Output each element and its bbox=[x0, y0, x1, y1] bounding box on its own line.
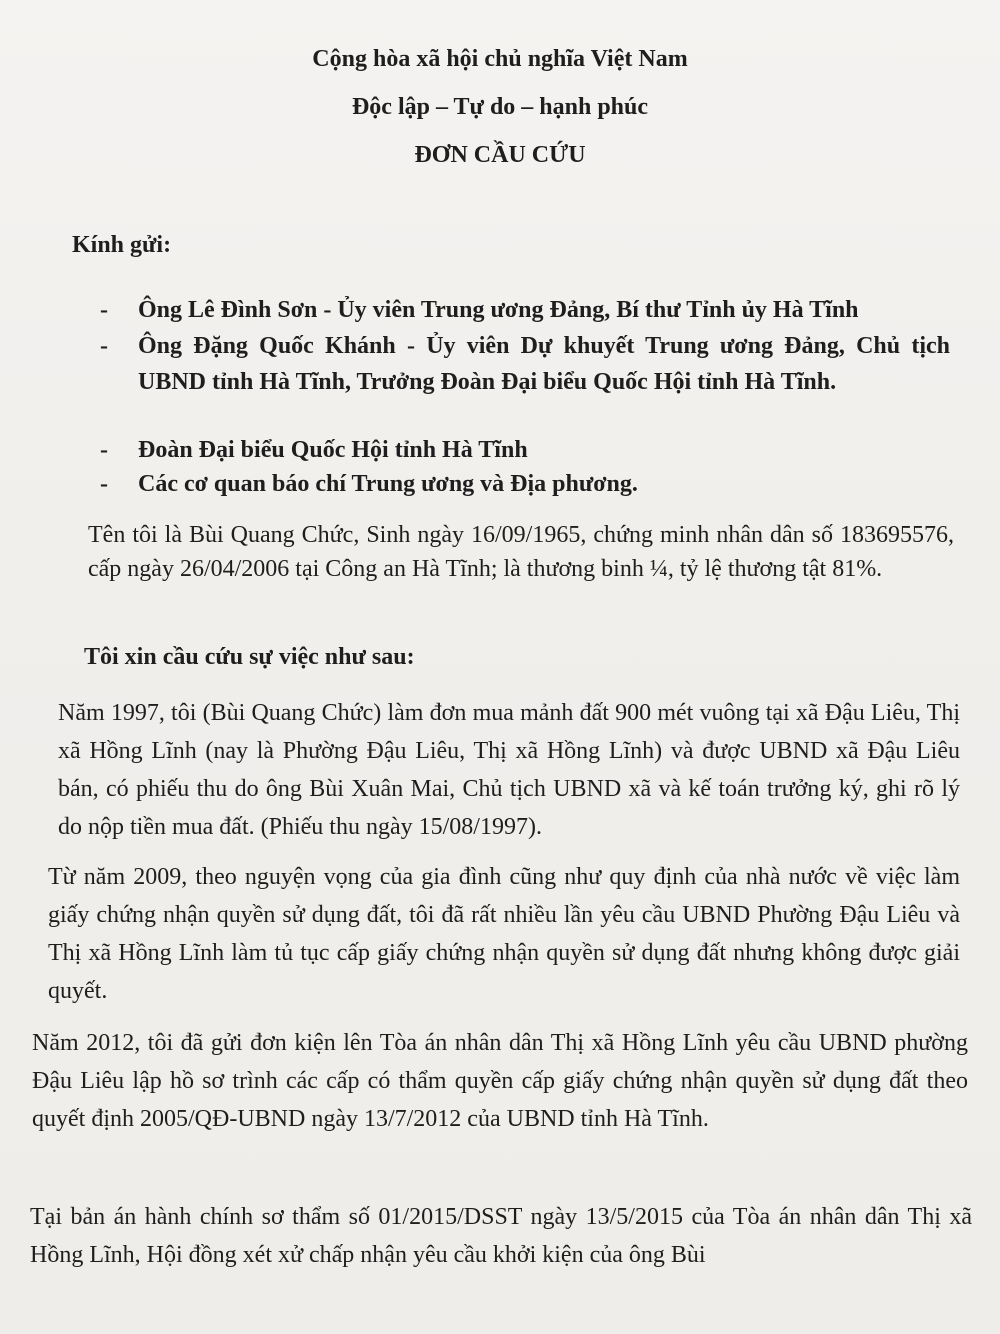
recipient-text: Các cơ quan báo chí Trung ương và Địa phương. bbox=[138, 471, 638, 497]
list-dash: - bbox=[100, 333, 108, 359]
national-title: Cộng hòa xã hội chủ nghĩa Việt Nam bbox=[312, 46, 688, 72]
list-dash: - bbox=[100, 297, 108, 323]
list-dash: - bbox=[100, 437, 108, 463]
document-title: ĐƠN CẦU CỨU bbox=[414, 142, 586, 168]
intro-paragraph: Tên tôi là Bùi Quang Chức, Sinh ngày 16/09/1965, chứng minh nhân dân số 183695576, cấp ngày 26/04/2006 tại Công an Hà Tĩnh; là thương binh ¼, tỷ lệ thương tật 81%. bbox=[88, 522, 954, 582]
recipient-item bbox=[100, 328, 950, 400]
body-paragraph: Tại bản án hành chính sơ thẩm số 01/2015/DSST ngày 13/5/2015 của Tòa án nhân dân Thị xã Hồng Lĩnh, Hội đồng xét xử chấp nhận yêu cầu khởi kiện của ông Bùi bbox=[30, 1204, 972, 1268]
recipient-text: Ông Đặng Quốc Khánh - Ủy viên Dự khuyết Trung ương Đảng, Chủ tịch UBND tỉnh Hà Tĩnh, Trưởng Đoàn Đại biểu Quốc Hội tỉnh Hà Tĩnh. bbox=[138, 333, 950, 395]
body-paragraph: Năm 1997, tôi (Bùi Quang Chức) làm đơn mua mảnh đất 900 mét vuông tại xã Đậu Liêu, Thị xã Hồng Lĩnh (nay là Phường Đậu Liêu, Thị xã Hồng Lĩnh) và được UBND xã Đậu Liêu bán, có phiếu thu do ông Bùi Xuân Mai, Chủ tịch UBND xã và kế toán trưởng ký, ghi rõ lý do nộp tiền mua đất. (Phiếu thu ngày 15/08/1997). bbox=[58, 700, 960, 840]
recipient-item bbox=[100, 432, 950, 468]
national-motto: Độc lập – Tự do – hạnh phúc bbox=[351, 94, 649, 120]
list-dash: - bbox=[100, 471, 108, 497]
body-paragraph: Năm 2012, tôi đã gửi đơn kiện lên Tòa án nhân dân Thị xã Hồng Lĩnh yêu cầu UBND phường Đậu Liêu lập hồ sơ trình các cấp có thẩm quyền cấp giấy chứng nhận quyền sử dụng đất theo quyết định 2005/QĐ-UBND ngày 13/7/2012 của UBND tỉnh Hà Tĩnh. bbox=[32, 1030, 968, 1132]
recipients-label: Kính gửi: bbox=[72, 232, 172, 258]
section-title: Tôi xin cầu cứu sự việc như sau: bbox=[84, 644, 415, 670]
body-paragraph: Từ năm 2009, theo nguyện vọng của gia đình cũng như quy định của nhà nước về việc làm giấy chứng nhận quyền sử dụng đất, tôi đã rất nhiều lần yêu cầu UBND Phường Đậu Liêu và Thị xã Hồng Lĩnh làm tủ tục cấp giấy chứng nhận quyền sử dụng đất nhưng không được giải quyết. bbox=[48, 864, 960, 1004]
recipient-text: Ông Lê Đình Sơn - Ủy viên Trung ương Đảng, Bí thư Tỉnh ủy Hà Tĩnh bbox=[138, 297, 859, 323]
recipient-text: Đoàn Đại biểu Quốc Hội tỉnh Hà Tĩnh bbox=[138, 437, 528, 463]
recipient-item bbox=[100, 292, 950, 328]
recipient-item bbox=[100, 466, 950, 502]
